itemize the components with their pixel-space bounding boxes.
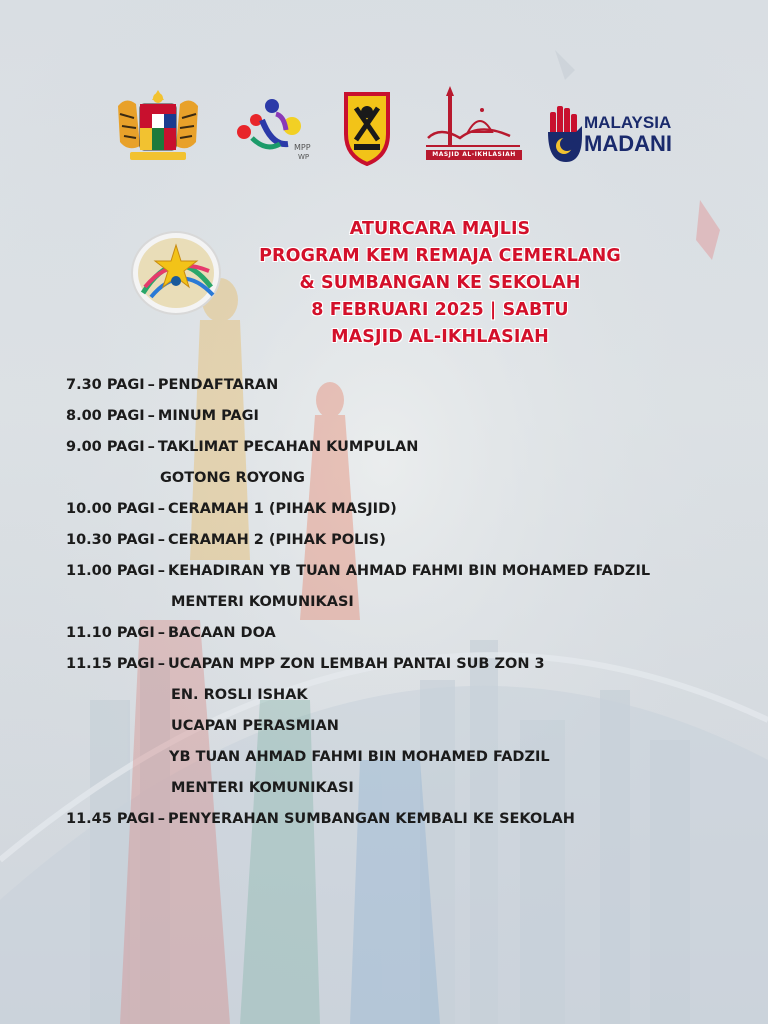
mpp-wp-logo-icon (232, 86, 316, 166)
separator: – (157, 563, 165, 579)
schedule-time: 10.30 PAGI (66, 532, 155, 548)
madani-hand-icon (546, 86, 584, 166)
schedule-activity: UCAPAN MPP ZON LEMBAH PANTAI SUB ZON 3 (167, 656, 545, 672)
title-line-4: 8 FEBRUARI 2025 | SABTU (311, 300, 569, 320)
schedule-continuation (66, 590, 746, 621)
separator: – (157, 501, 165, 517)
separator: – (157, 625, 165, 641)
event-title (220, 216, 660, 351)
separator: – (147, 439, 155, 455)
schedule-activity: GOTONG ROYONG (160, 470, 305, 486)
schedule-item (66, 807, 746, 838)
separator: – (157, 656, 165, 672)
schedule-activity: BACAAN DOA (167, 625, 276, 641)
schedule-time: 11.45 PAGI (66, 811, 155, 827)
schedule-item (66, 497, 746, 528)
title-line-1: ATURCARA MAJLIS (349, 219, 531, 239)
madani-top-text: MALAYSIA (584, 113, 672, 132)
schedule-continuation (66, 776, 746, 807)
schedule-continuation (66, 745, 746, 776)
schedule-continuation (66, 714, 746, 745)
schedule-time: 10.00 PAGI (66, 501, 155, 517)
schedule-item (66, 404, 746, 435)
schedule-time: 9.00 PAGI (66, 439, 145, 455)
logo-row (0, 86, 768, 166)
separator: – (147, 408, 155, 424)
schedule-activity: MENTERI KOMUNIKASI (171, 594, 354, 610)
mpp-text: MPP (294, 143, 311, 152)
separator: – (147, 377, 155, 393)
schedule-time: 7.30 PAGI (66, 377, 145, 393)
title-line-5: MASJID AL-IKHLASIAH (331, 327, 549, 347)
schedule-activity: YB TUAN AHMAD FAHMI BIN MOHAMED FADZIL (169, 749, 550, 765)
schedule-time: 11.10 PAGI (66, 625, 155, 641)
masjid-logo-label: MASJID AL-IKHLASIAH (432, 151, 516, 158)
schedule-item (66, 621, 746, 652)
schedule-item (66, 373, 746, 404)
schedule-item (66, 559, 746, 590)
separator: – (157, 811, 165, 827)
schedule-activity: KEHADIRAN YB TUAN AHMAD FAHMI BIN MOHAMED FADZIL (167, 563, 651, 579)
schedule-item (66, 528, 746, 559)
schedule-activity: EN. ROSLI ISHAK (171, 687, 308, 703)
schedule-item (66, 435, 746, 466)
madani-bottom-text: MADANI (584, 131, 672, 156)
schedule-activity: PENYERAHAN SUMBANGAN KEMBALI KE SEKOLAH (167, 811, 575, 827)
separator: – (157, 532, 165, 548)
schedule-activity: PENDAFTARAN (157, 377, 279, 393)
title-line-3: & SUMBANGAN KE SEKOLAH (299, 273, 581, 293)
schedule-activity: MENTERI KOMUNIKASI (171, 780, 354, 796)
schedule-time: 11.00 PAGI (66, 563, 155, 579)
schedule-continuation (66, 466, 746, 497)
schedule-activity: CERAMAH 1 (PIHAK MASJID) (167, 501, 397, 517)
schedule-activity: CERAMAH 2 (PIHAK POLIS) (167, 532, 386, 548)
wp-text: WP (298, 153, 310, 161)
schedule-activity: UCAPAN PERASMIAN (171, 718, 339, 734)
program-emblem-icon (131, 231, 221, 315)
title-line-2: PROGRAM KEM REMAJA CEMERLANG (259, 246, 621, 266)
coat-of-arms-icon (112, 86, 204, 166)
schedule-activity: TAKLIMAT PECAHAN KUMPULAN (157, 439, 419, 455)
schedule-item (66, 652, 746, 683)
schedule-time: 11.15 PAGI (66, 656, 155, 672)
schedule-continuation (66, 683, 746, 714)
schedule-time: 8.00 PAGI (66, 408, 145, 424)
schedule-list (66, 373, 746, 838)
rela-badge-icon (340, 86, 394, 166)
schedule-activity: MINUM PAGI (157, 408, 259, 424)
